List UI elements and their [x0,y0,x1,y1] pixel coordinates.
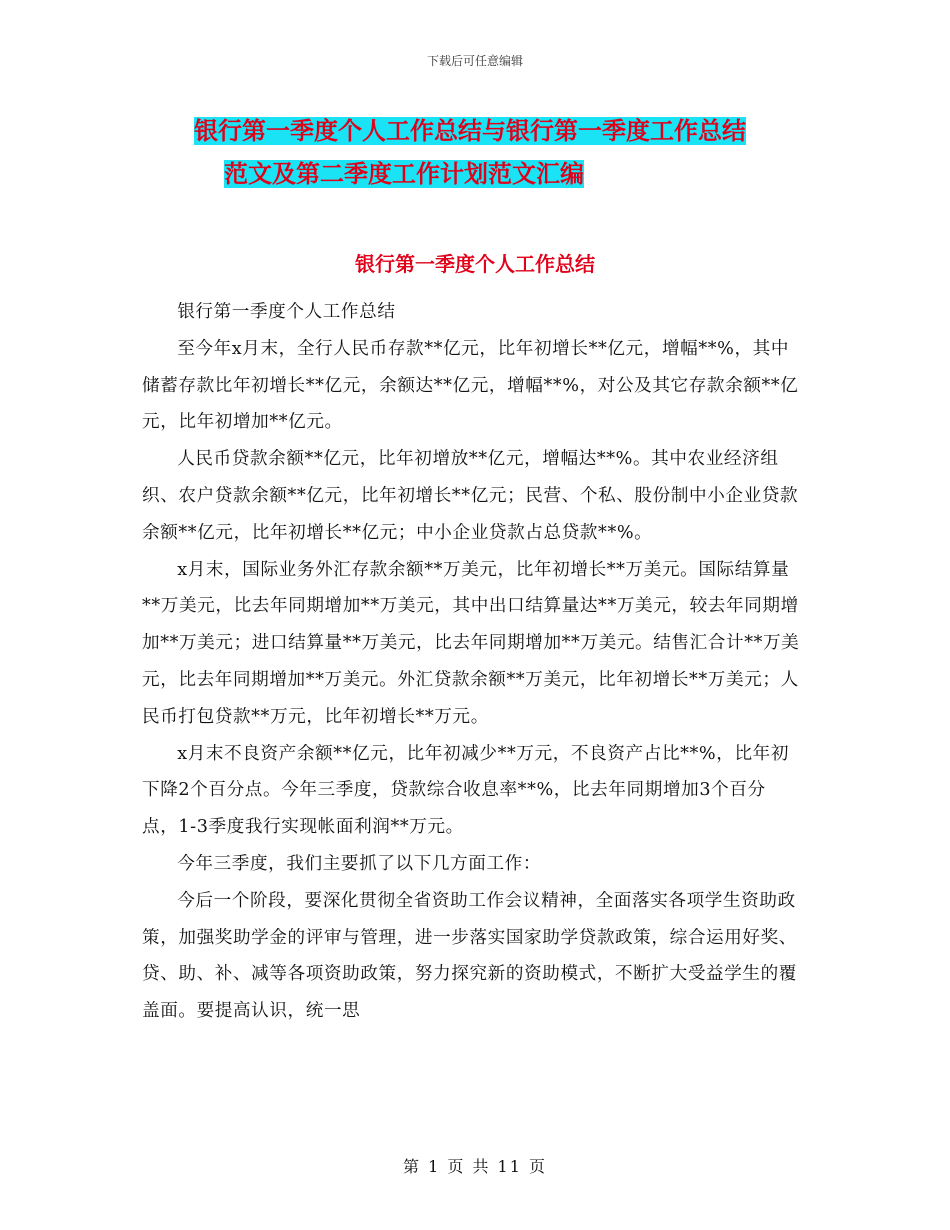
document-title-line-1: 银行第一季度个人工作总结与银行第一季度工作总结 [194,117,746,145]
paragraph: 人民币贷款余额**亿元，比年初增放**亿元，增幅达**%。其中农业经济组织、农户贷款余额**亿元，比年初增长**亿元；民营、个私、股份制中小企业贷款余额**亿元，比年初增长**亿元；中小企业贷款占总贷款**%。 [142,449,799,543]
header-note: 下载后可任意编辑 [426,54,523,68]
page-footer: 第 1 页 共 11 页 [403,1157,547,1176]
paragraph: x月末不良资产余额**亿元，比年初减少**万元，不良资产占比**%，比年初下降2个百分点。今年三季度，贷款综合收息率**%，比去年同期增加3个百分点，1-3季度我行实现帐面利润**万元。 [142,743,790,838]
paragraph: 今年三季度，我们主要抓了以下几方面工作： [177,853,542,874]
paragraph: 至今年x月末，全行人民币存款**亿元，比年初增长**亿元，增幅**%，其中储蓄存款比年初增长**亿元，余额达**亿元，增幅**%，对公及其它存款余额**亿元，比年初增加**亿元。 [142,338,799,433]
paragraph: 今后一个阶段，要深化贯彻全省资助工作会议精神，全面落实各项学生资助政策，加强奖助学金的评审与管理，进一步落实国家助学贷款政策，综合运用好奖、贷、助、补、减等各项资助政策，努力探究新的资助模式，不断扩大受益学生的覆盖面。要提高认识，统一思 [142,890,797,1022]
paragraph: 银行第一季度个人工作总结 [177,302,396,322]
section-title: 银行第一季度个人工作总结 [355,252,595,276]
document-body [142,294,802,1030]
document-title [190,110,830,196]
paragraph: x月末，国际业务外汇存款余额**万美元，比年初增长**万美元。国际结算量**万美元，比去年同期增加**万美元，其中出口结算量达**万美元，较去年同期增加**万美元；进口结算量**万美元，比去年同期增加**万美元。结售汇合计**万美元，比去年同期增加**万美元。外汇贷款余额**万美元，比年初增长**万美元；人民币打包贷款**万元，比年初增长**万元。 [142,559,800,727]
document-title-line-2: 范文及第二季度工作计划范文汇编 [224,160,584,188]
